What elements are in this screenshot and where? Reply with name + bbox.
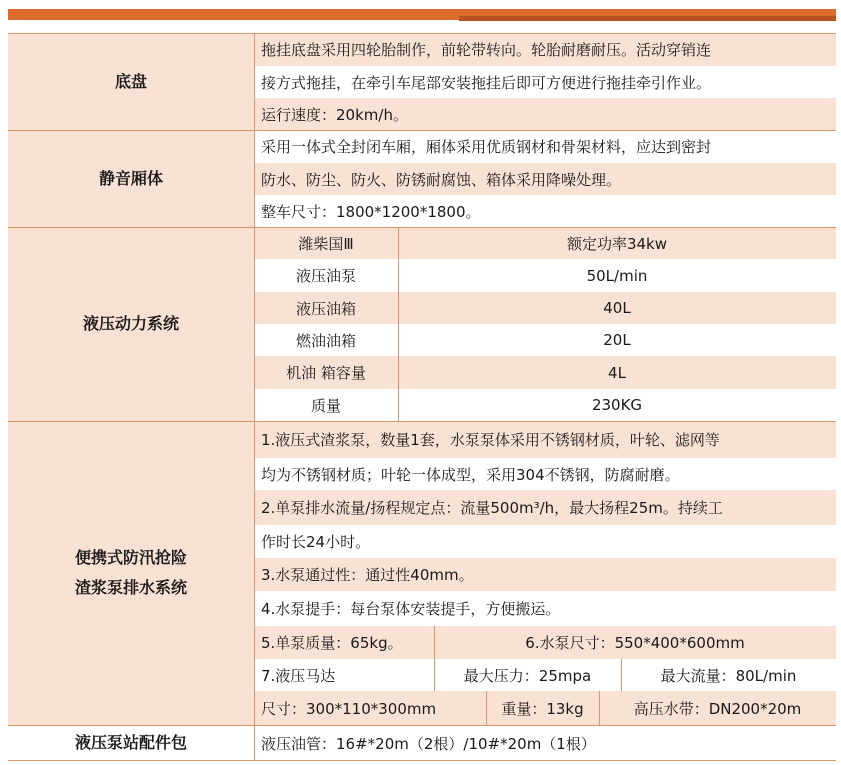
column-divider bbox=[599, 691, 600, 725]
hydraulic-row-value: 4L bbox=[398, 356, 836, 389]
cabin-line-1: 采用一体式全封闭车厢，厢体采用优质钢材和骨架材料，应达到密封 bbox=[254, 130, 836, 163]
hose-spec: 高压水带：DN200*20m bbox=[599, 691, 836, 725]
pump-header-line-1: 便携式防汛抢险 bbox=[74, 548, 187, 567]
accessory-text: 液压油管：16#*20m（2根）/10#*20m（1根） bbox=[254, 725, 836, 761]
pump-size: 6.水泵尺寸：550*400*600mm bbox=[434, 626, 836, 659]
motor-weight: 重量：13kg bbox=[486, 691, 599, 725]
hydraulic-row-value: 40L bbox=[398, 292, 836, 324]
section-header-pump bbox=[8, 421, 254, 725]
hydraulic-row-value: 230KG bbox=[398, 389, 836, 421]
section-header-accessory: 液压泵站配件包 bbox=[8, 725, 254, 761]
pump-line-4: 作时长24小时。 bbox=[254, 525, 836, 558]
motor-max-flow: 最大流量：80L/min bbox=[621, 659, 836, 691]
section-header-hydraulic: 液压动力系统 bbox=[8, 227, 254, 421]
pump-line-2: 均为不锈钢材质；叶轮一体成型，采用304不锈钢，防腐耐磨。 bbox=[254, 458, 836, 490]
row-divider bbox=[8, 33, 836, 34]
hydraulic-row-name: 液压油泵 bbox=[254, 259, 398, 292]
pump-line-1: 1.液压式渣浆泵，数量1套，水泵泵体采用不锈钢材质，叶轮、滤网等 bbox=[254, 421, 836, 458]
pump-line-3: 2.单泵排水流量/扬程规定点：流量500m³/h，最大扬程25m。持续工 bbox=[254, 490, 836, 525]
section-header-chassis: 底盘 bbox=[8, 33, 254, 130]
row-divider bbox=[8, 130, 836, 131]
pump-line-6: 4.水泵提手：每台泵体安装提手，方便搬运。 bbox=[254, 591, 836, 626]
header-accent-notch bbox=[459, 16, 836, 21]
hydraulic-row-name: 质量 bbox=[254, 389, 398, 421]
hydraulic-row-name: 机油 箱容量 bbox=[254, 356, 398, 389]
pump-line-5: 3.水泵通过性：通过性40mm。 bbox=[254, 558, 836, 591]
motor-size: 尺寸：300*110*300mm bbox=[254, 691, 486, 725]
chassis-line-2: 接方式拖挂，在牵引车尾部安装拖挂后即可方便进行拖挂牵引作业。 bbox=[254, 66, 836, 98]
motor-label: 7.液压马达 bbox=[254, 659, 434, 691]
row-divider bbox=[8, 421, 836, 422]
motor-max-pressure: 最大压力：25mpa bbox=[434, 659, 621, 691]
section-header-cabin: 静音厢体 bbox=[8, 130, 254, 227]
row-divider bbox=[8, 725, 836, 726]
row-divider bbox=[8, 227, 836, 228]
column-divider bbox=[434, 626, 435, 691]
pump-weight: 5.单泵质量：65kg。 bbox=[254, 626, 434, 659]
column-divider bbox=[398, 227, 399, 421]
hydraulic-row-value: 50L/min bbox=[398, 259, 836, 292]
cabin-line-2: 防水、防尘、防火、防锈耐腐蚀、箱体采用降噪处理。 bbox=[254, 163, 836, 195]
cabin-line-3: 整车尺寸：1800*1200*1800。 bbox=[254, 195, 836, 227]
pump-header-line-2: 渣浆泵排水系统 bbox=[74, 578, 187, 597]
column-divider bbox=[254, 33, 255, 761]
hydraulic-row-name: 燃油油箱 bbox=[254, 324, 398, 356]
column-divider bbox=[621, 659, 622, 691]
spec-table bbox=[8, 33, 836, 761]
hydraulic-row-value: 20L bbox=[398, 324, 836, 356]
row-divider bbox=[8, 760, 836, 761]
chassis-line-1: 拖挂底盘采用四轮胎制作，前轮带转向。轮胎耐磨耐压。活动穿销连 bbox=[254, 33, 836, 66]
hydraulic-row-name: 潍柴国Ⅲ bbox=[254, 227, 398, 259]
hydraulic-row-name: 液压油箱 bbox=[254, 292, 398, 324]
chassis-line-3: 运行速度：20km/h。 bbox=[254, 98, 836, 130]
hydraulic-row-value: 额定功率34kw bbox=[398, 227, 836, 259]
column-divider bbox=[486, 691, 487, 725]
